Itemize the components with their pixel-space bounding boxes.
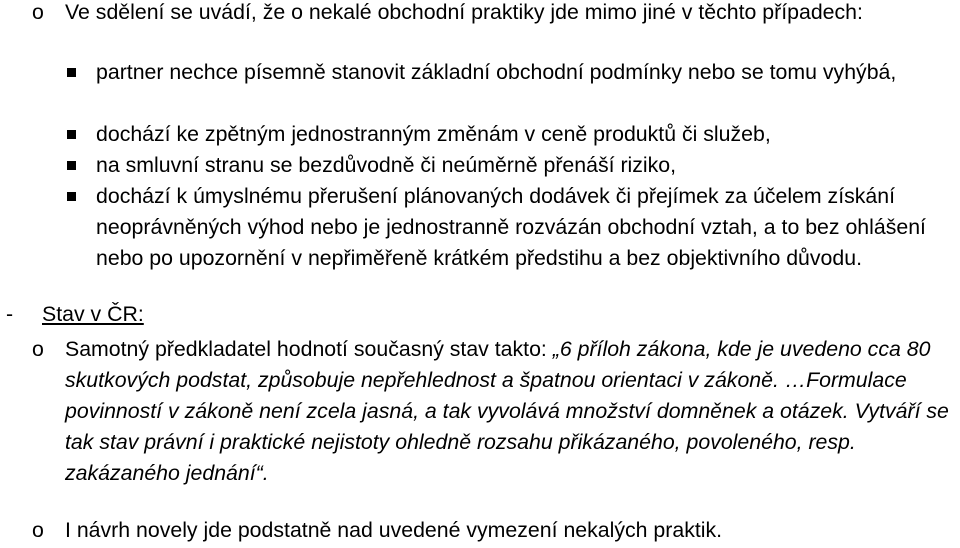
bullet-item-3: na smluvní stranu se bezdůvodně či neúměrně přenáší riziko, (96, 153, 677, 177)
assessment-quote: „6 příloh zákona, kde je uvedeno cca 80 skutkových podstat, způsobuje nepřehlednost a špatnou orientaci v zákoně. …Formulace povinností v zákoně není zcela jasná, a tak vyvolává množství domněnek a otázek. Vytváří se tak stav právní i praktické nejistoty ohledně rozsahu přikázaného, povoleného, resp. zakázaného jednání“. (65, 337, 949, 485)
square-bullet-icon (67, 161, 76, 170)
bullet-item-2: dochází ke zpětným jednostranným změnám v ceně produktů či služeb, (96, 122, 771, 146)
bullet-item-1: partner nechce písemně stanovit základní obchodní podmínky nebo se tomu vyhýbá, (96, 60, 897, 84)
square-bullet-icon (67, 68, 76, 77)
intro-paragraph: Ve sdělení se uvádí, že o nekalé obchodní praktiky jde mimo jiné v těchto případech: (65, 0, 863, 24)
dash-marker: - (6, 302, 14, 326)
section-heading: Stav v ČR: (42, 302, 144, 326)
bullet-item-4: dochází k úmyslnému přerušení plánovaných dodávek či přejímek za účelem získání neoprávněných výhod nebo je jednostranně rozvázán obchodní vztah, a to bez ohlášení nebo po upozornění v nepřiměřeně krátkém předstihu a bez objektivního důvodu. (96, 184, 926, 270)
assessment-lead: Samotný předkladatel hodnotí současný stav takto: (65, 337, 553, 361)
assessment-paragraph (65, 334, 958, 489)
circle-bullet-marker: o (32, 518, 44, 542)
circle-bullet-marker: o (32, 0, 44, 24)
amendment-paragraph: I návrh novely jde podstatně nad uvedené vymezení nekalých praktik. (65, 518, 723, 542)
circle-bullet-marker: o (32, 337, 44, 361)
square-bullet-icon (67, 130, 76, 139)
square-bullet-icon (67, 192, 76, 201)
